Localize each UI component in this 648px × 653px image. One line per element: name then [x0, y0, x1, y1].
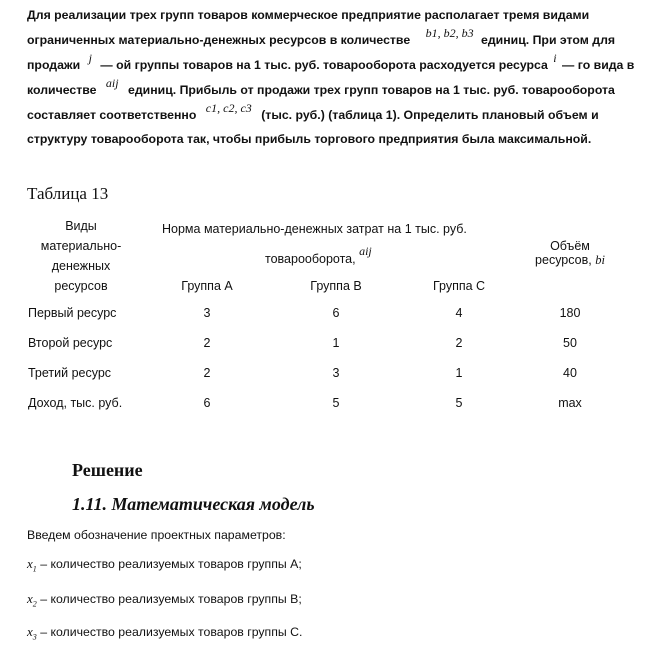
intro-line-4	[27, 78, 631, 103]
intro-text: — ой группы товаров на 1 тыс. руб. товарооборота расходуется ресурса	[100, 58, 548, 72]
variable-definition: $x_2$ – количество реализуемых товаров группы В;	[27, 591, 302, 609]
intro-text: составляет соответственно	[27, 108, 197, 122]
intro-text: ограниченных материально-денежных ресурсов в количестве	[27, 33, 411, 47]
header-group-c: Группа С	[432, 279, 486, 293]
intro-text: — го вида в	[562, 58, 635, 72]
header-resource-types: Виды материально- денежных ресурсов	[40, 219, 122, 293]
section-heading: 1.11. Математическая модель	[72, 494, 315, 514]
intro-line-6: структуру товарооборота так, чтобы прибыль торгового предприятия была максимальной.	[27, 132, 592, 146]
math-b-symbols: b1, b2, b3	[425, 26, 474, 40]
variable-definition: $x_3$ – количество реализуемых товаров группы С.	[27, 624, 303, 642]
problem-statement	[27, 3, 635, 150]
intro-text: (тыс. руб.) (таблица 1). Определить плановый объем и	[261, 108, 599, 122]
header-group-a: Группа А	[181, 279, 233, 293]
intro-text: единиц. При этом для	[481, 33, 616, 47]
math-x-symbol: $x_1$	[27, 556, 37, 574]
resources-table	[22, 214, 620, 418]
intro-text: продажи	[27, 58, 81, 72]
variable-definition: $x_1$ – количество реализуемых товаров группы А;	[27, 556, 302, 574]
math-j-symbol: j	[88, 51, 92, 65]
table-row: Третий ресурс 2 3 1 40	[28, 366, 577, 380]
math-c-symbols: c1, c2, c3	[205, 101, 252, 115]
intro-text: единиц. Прибыль от продажи трех групп товаров на 1 тыс. руб. товарооборота	[128, 83, 615, 97]
header-norm: Норма материально-денежных затрат на 1 тыс. руб.	[162, 222, 467, 236]
math-a-symbol: aij	[105, 76, 119, 90]
table-row: Первый ресурс 3 6 4 180	[28, 306, 581, 320]
intro-line-3	[27, 51, 635, 78]
math-x-symbol: $x_3$	[27, 624, 37, 642]
table-caption: Таблица 13	[27, 184, 109, 203]
math-x-symbol: $x_2$	[27, 591, 37, 609]
design-params-intro: Введем обозначение проектных параметров:	[27, 528, 286, 542]
intro-line-5	[27, 103, 631, 128]
intro-text: количестве	[27, 83, 97, 97]
header-norm-2: товарооборота, aij	[265, 243, 372, 266]
table-row: Второй ресурс 2 1 2 50	[28, 336, 577, 350]
intro-line-2	[27, 28, 631, 53]
header-volume: Объём ресурсов, bi	[535, 238, 605, 267]
table-row: Доход, тыс. руб. 6 5 5 max	[28, 396, 582, 410]
header-group-b: Группа В	[310, 279, 362, 293]
math-b-symbol: bi	[595, 252, 605, 267]
solution-heading: Решение	[72, 460, 143, 480]
math-a-symbol: aij	[359, 243, 372, 258]
math-i-symbol: i	[553, 51, 557, 65]
intro-line-1: Для реализации трех групп товаров коммерческое предприятие располагает тремя видами	[27, 8, 590, 22]
